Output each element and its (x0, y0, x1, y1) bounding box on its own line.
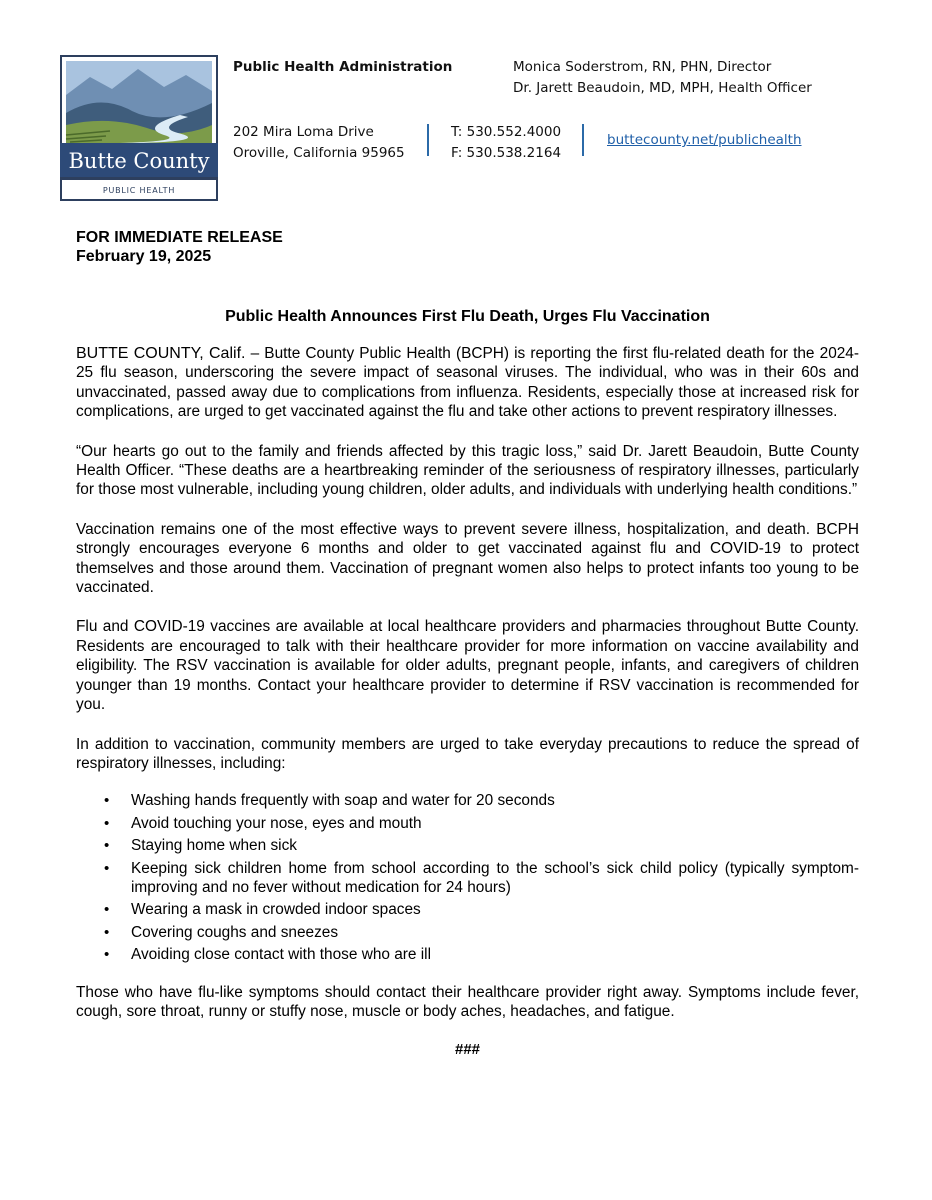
list-item: • Keeping sick children home from school according to the school’s sick child policy (typically symptom-improving and no fever without medication for 24 hours) (131, 859, 859, 898)
press-release (76, 228, 859, 1058)
phone-number: T: 530.552.4000 (451, 124, 562, 140)
butte-county-logo (60, 55, 218, 201)
list-item: • Covering coughs and sneezes (131, 923, 859, 942)
health-officer-name: Dr. Jarett Beaudoin, MD, MPH, Health Officer (513, 80, 812, 96)
letterhead (0, 0, 932, 210)
list-item: • Staying home when sick (131, 836, 859, 855)
list-item: • Washing hands frequently with soap and water for 20 seconds (131, 791, 859, 810)
release-date: February 19, 2025 (76, 248, 212, 265)
logo-subtitle: PUBLIC HEALTH (102, 186, 176, 195)
paragraph-6: Those who have flu-like symptoms should contact their healthcare provider right away. Symptoms include fever, cough, sore throat, runny or stuffy nose, muscle or body aches, headaches, and fatigue. (76, 983, 859, 1020)
fax-number: F: 530.538.2164 (451, 145, 562, 161)
divider (582, 124, 584, 156)
org-name: Public Health Administration (233, 59, 453, 75)
divider (427, 124, 429, 156)
director-name: Monica Soderstrom, RN, PHN, Director (513, 59, 772, 75)
list-item: • Avoid touching your nose, eyes and mouth (131, 814, 859, 833)
address-line-1: 202 Mira Loma Drive (233, 124, 374, 140)
logo-name: Butte County (68, 149, 210, 173)
list-item: • Wearing a mask in crowded indoor spaces (131, 900, 859, 919)
paragraph-4: Flu and COVID-19 vaccines are available at local healthcare providers and pharmacies throughout Butte County. Residents are encouraged to talk with their healthcare provider for more information on vaccine availability and eligibility. The RSV vaccination is available for older adults, pregnant people, infants, and caregivers of children younger than 19 months. Contact your healthcare provider to determine if RSV vaccination is recommended for you. (76, 618, 859, 714)
address-line-2: Oroville, California 95965 (233, 145, 405, 161)
paragraph-2: “Our hearts go out to the family and friends affected by this tragic loss,” said Dr. Jarett Beaudoin, Butte County Health Officer. “These deaths are a heartbreaking reminder of the seriousness of respiratory illnesses, particularly for those most vulnerable, including young children, older adults, and individuals with underlying health conditions.” (76, 442, 859, 499)
list-item: • Avoiding close contact with those who are ill (131, 945, 859, 964)
headline: Public Health Announces First Flu Death, Urges Flu Vaccination (225, 308, 710, 325)
website-link[interactable]: buttecounty.net/publichealth (607, 132, 802, 148)
end-mark: ### (454, 1041, 481, 1059)
paragraph-3: Vaccination remains one of the most effective ways to prevent severe illness, hospitalization, and death. BCPH strongly encourages everyone 6 months and older to get vaccinated against flu and COVID-19 to protect themselves and those around them. Vaccination of pregnant women also helps to protect infants too young to be vaccinated. (76, 520, 859, 597)
paragraph-1 (76, 344, 859, 422)
paragraph-5: In addition to vaccination, community members are urged to take everyday precautions to reduce the spread of respiratory illnesses, including: (76, 735, 859, 772)
precautions-list (76, 791, 859, 964)
release-label: FOR IMMEDIATE RELEASE (76, 229, 283, 246)
dateline: BUTTE COUNTY, Calif. (76, 345, 246, 362)
paragraph-1-text: – Butte County Public Health (BCPH) is reporting the first flu-related death for the 2024-25 flu season, underscoring the severe impact of seasonal viruses. The individual, who was in their 60s and unvaccinated, passed away due to complications from influenza. Residents, especially those at increased risk for complications, are urged to get vaccinated against the flu and take other actions to prevent respiratory illnesses. (76, 345, 859, 421)
